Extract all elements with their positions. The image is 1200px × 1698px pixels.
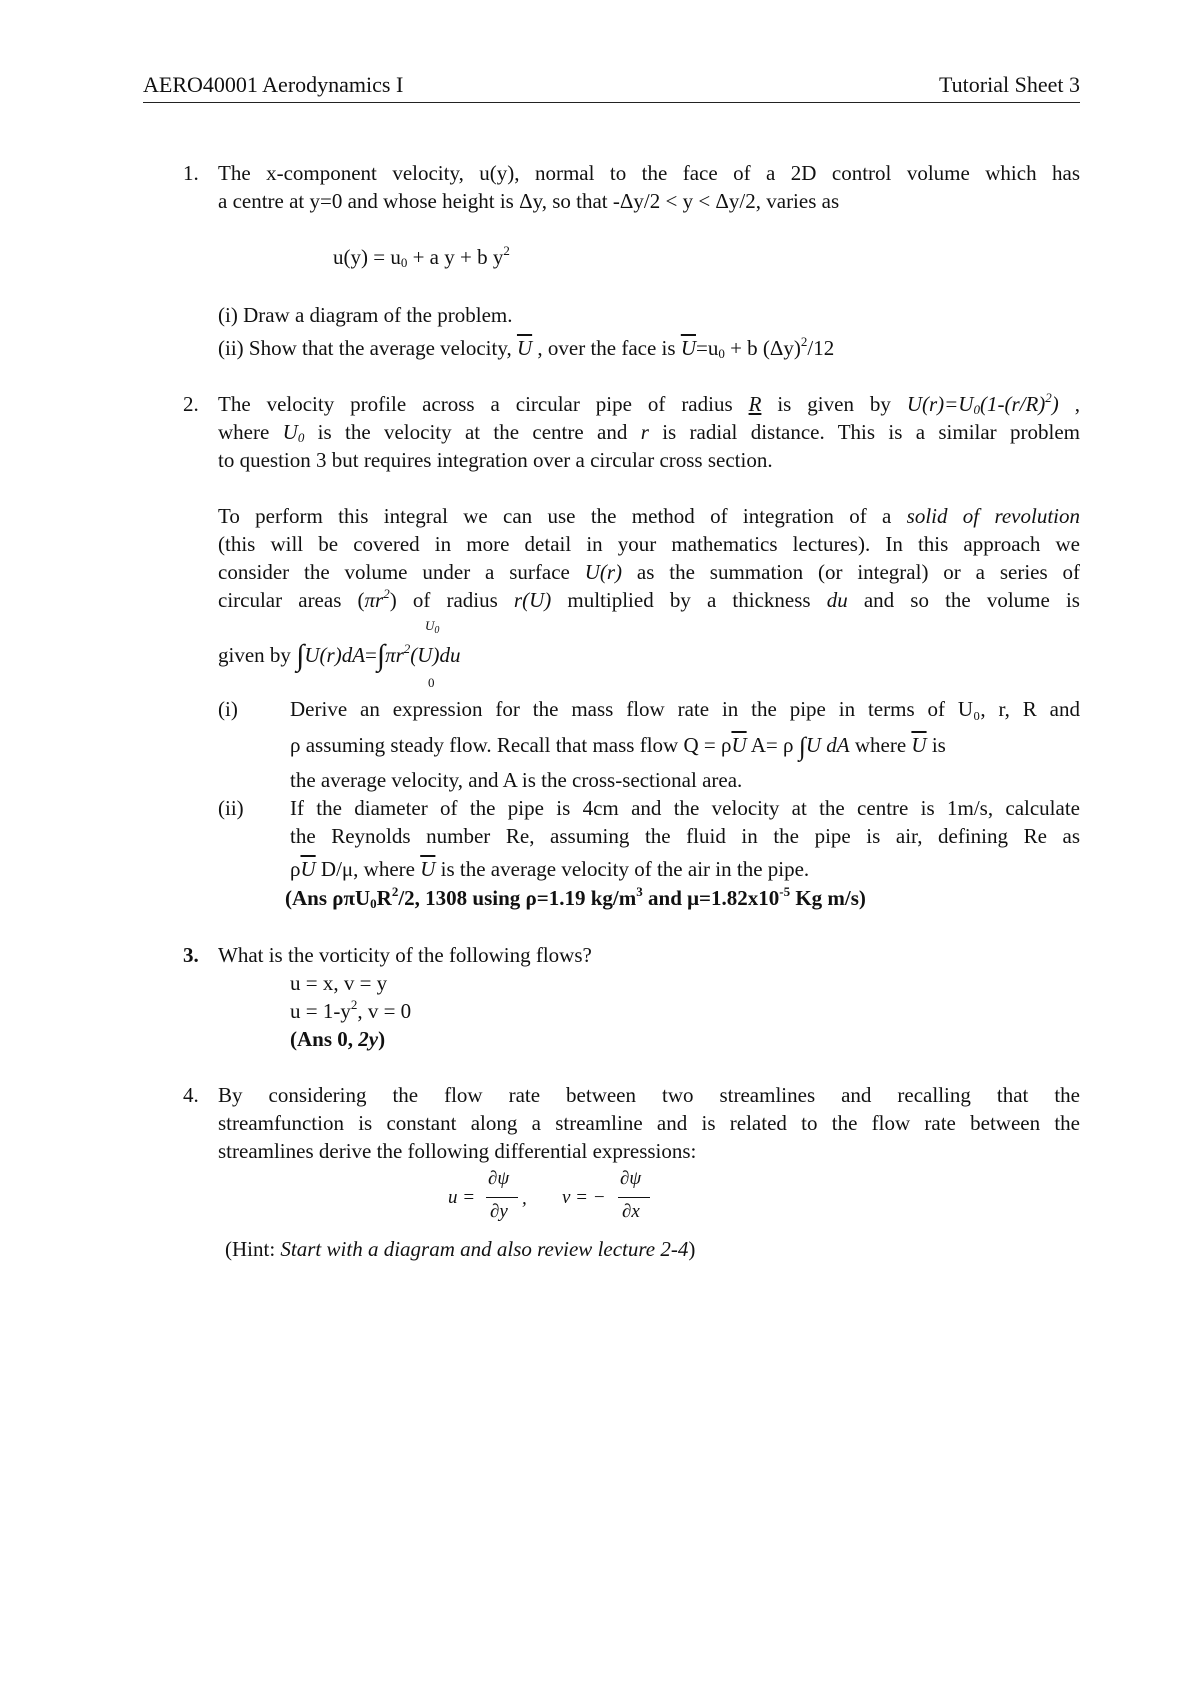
question-2-part-ii-line-3: $\rho\overline{U}$ D/μ, where $\overline{U}$ is the average velocity of the air in the pipe. — [290, 857, 810, 881]
question-2-para-line-1: To perform this integral we can use the method of integration of a solid of revolution — [218, 504, 1080, 528]
question-1-equation: $u(y) = u_0 + a$ y + b $y^2$ — [333, 243, 510, 270]
question-3-number: 3. — [183, 943, 199, 967]
question-2-para-line-2: (this will be covered in more detail in your mathematics lectures). In this approach we — [218, 532, 1080, 556]
integral-lower-limit: 0 — [428, 675, 435, 690]
question-2-para-line-4: circular areas $(\pi r^2)$ of radius r(U) multiplied by a thickness du and so the volume is — [218, 588, 1080, 612]
question-1-line-1: The x-component velocity, u(y), normal to the face of a 2D control volume which has — [218, 161, 1080, 185]
question-2-line-2: where $U_0$ is the velocity at the centre and r is radial distance. This is a similar problem — [218, 420, 1080, 445]
question-1-part-ii: (ii) Show that the average velocity, $\overline{U}$ , over the face is $\overline{U}=u_0 + b$ $(\Delta y)^2/12$ — [218, 334, 835, 361]
question-4-number: 4. — [183, 1083, 199, 1107]
question-2-part-i-line-1: Derive an expression for the mass flow rate in the pipe in terms of U₀, r, R and — [290, 697, 1080, 721]
question-2-answer: (Ans $\rho\pi U_0R^2/2$, 1308 using ρ=1.19 $kg/m^3$ and $\mu=1.82x10^{-5}$ Kg m/s) — [285, 884, 866, 911]
question-2-para-line-3: consider the volume under a surface U(r) as the summation (or integral) or a series of — [218, 560, 1080, 584]
question-4-line-1: By considering the flow rate between two streamlines and recalling that the — [218, 1083, 1080, 1107]
question-3-answer: (Ans 0, 2y) — [290, 1027, 386, 1051]
streamfunction-equations — [440, 1168, 670, 1230]
question-1-number: 1. — [183, 161, 199, 185]
u-fraction-bar — [486, 1197, 518, 1198]
question-4-line-2: streamfunction is constant along a streamline and is related to the flow rate between the — [218, 1111, 1080, 1135]
integral-upper-limit: $U_0$ — [425, 618, 440, 636]
v-denominator: ∂x — [622, 1201, 640, 1222]
question-2-line-3: to question 3 but requires integration over a circular cross section. — [218, 448, 773, 472]
u-numerator: ∂ψ — [488, 1168, 510, 1189]
question-2-part-ii-line-2: the Reynolds number Re, assuming the fluid in the pipe is air, defining Re as — [290, 824, 1080, 848]
v-fraction-bar — [618, 1197, 650, 1198]
question-1-line-2: a centre at y=0 and whose height is Δy, so that -Δy/2 < y < Δy/2, varies as — [218, 189, 840, 213]
sheet-title: Tutorial Sheet 3 — [939, 72, 1080, 97]
u-denominator: ∂y — [490, 1201, 508, 1222]
question-2-number: 2. — [183, 392, 199, 416]
question-2-part-i-label: (i) — [218, 697, 238, 721]
question-1-part-i: (i) Draw a diagram of the problem. — [218, 303, 513, 327]
question-2-part-i-line-2: ρ assuming steady flow. Recall that mass flow $Q = \rho\overline{U}$ A= ρ ∫U dA where $\overline{U}$ is — [290, 732, 946, 761]
question-2-line-1: The velocity profile across a circular pipe of radius R is given by $U(r)=U_0(1-(r/R)^2)$ , — [218, 392, 1080, 417]
v-lhs: v = − — [562, 1187, 606, 1208]
integral-expression: given by $\int U(r)dA=\int\pi r^2(U)du$ — [218, 639, 461, 672]
question-3-flow-2: $u = 1-y^2$, v = 0 — [290, 997, 412, 1023]
equation-comma: , — [522, 1188, 527, 1209]
question-2-part-i-line-3: the average velocity, and A is the cross-sectional area. — [290, 768, 743, 792]
v-numerator: ∂ψ — [620, 1168, 642, 1189]
question-4-line-3: streamlines derive the following differential expressions: — [218, 1139, 697, 1163]
course-title: AERO40001 Aerodynamics I — [143, 72, 404, 97]
page-header — [143, 70, 1080, 103]
question-2-part-ii-line-1: If the diameter of the pipe is 4cm and the velocity at the centre is 1m/s, calculate — [290, 796, 1080, 820]
question-3-line-1: What is the vorticity of the following flows? — [218, 943, 592, 967]
question-2-part-ii-label: (ii) — [218, 796, 244, 820]
u-lhs: u = — [448, 1187, 476, 1208]
question-4-hint: (Hint: Start with a diagram and also review lecture 2-4) — [225, 1237, 696, 1261]
question-3-flow-1: u = x, v = y — [290, 971, 388, 995]
